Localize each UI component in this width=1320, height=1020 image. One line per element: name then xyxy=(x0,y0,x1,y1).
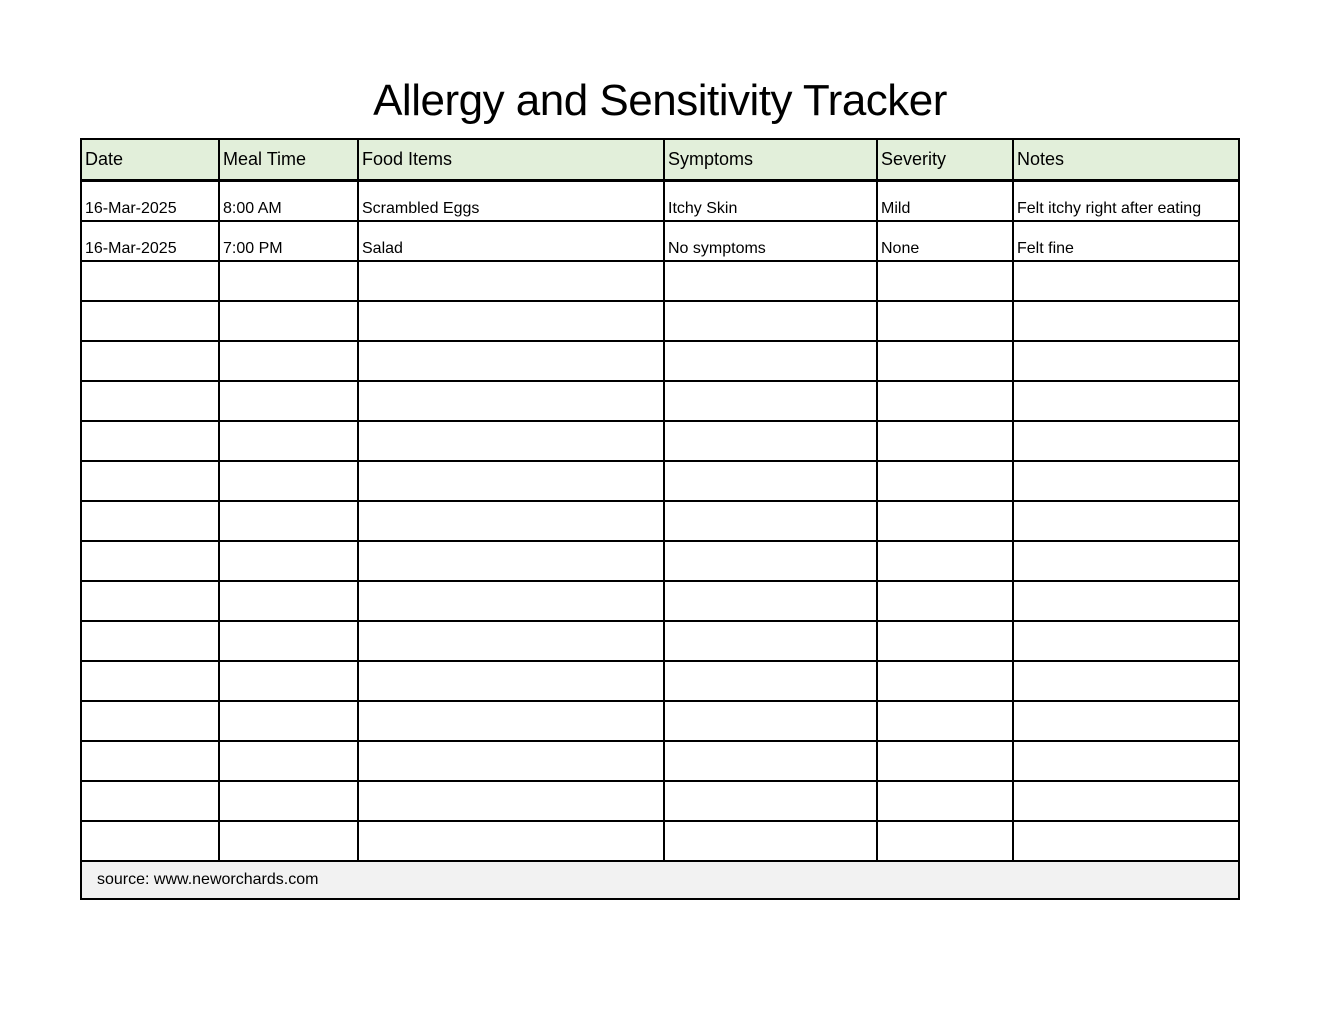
severity-cell[interactable] xyxy=(877,541,1013,581)
meal-time-cell[interactable] xyxy=(219,581,358,621)
date-cell[interactable] xyxy=(81,461,219,501)
symptoms-cell[interactable] xyxy=(664,621,877,661)
food-items-cell[interactable] xyxy=(358,261,664,301)
table-row xyxy=(81,661,1239,701)
symptoms-cell[interactable]: Itchy Skin xyxy=(664,181,877,222)
notes-cell[interactable] xyxy=(1013,461,1239,501)
food-items-cell[interactable] xyxy=(358,381,664,421)
food-items-cell[interactable]: Scrambled Eggs xyxy=(358,181,664,222)
food-items-cell[interactable] xyxy=(358,741,664,781)
food-items-cell[interactable] xyxy=(358,301,664,341)
date-cell[interactable] xyxy=(81,381,219,421)
table-row xyxy=(81,581,1239,621)
table-row xyxy=(81,741,1239,781)
symptoms-cell[interactable]: No symptoms xyxy=(664,221,877,261)
meal-time-cell[interactable] xyxy=(219,621,358,661)
table-row xyxy=(81,181,1239,222)
meal-time-cell[interactable] xyxy=(219,701,358,741)
date-cell[interactable] xyxy=(81,701,219,741)
severity-cell[interactable] xyxy=(877,661,1013,701)
date-cell[interactable] xyxy=(81,261,219,301)
table-body xyxy=(81,181,1239,862)
food-items-cell[interactable] xyxy=(358,661,664,701)
tracker-table xyxy=(80,138,1240,900)
food-items-cell[interactable]: Salad xyxy=(358,221,664,261)
notes-cell[interactable] xyxy=(1013,821,1239,861)
severity-cell[interactable] xyxy=(877,461,1013,501)
severity-cell[interactable] xyxy=(877,621,1013,661)
meal-time-cell[interactable] xyxy=(219,421,358,461)
severity-cell[interactable] xyxy=(877,821,1013,861)
table-row xyxy=(81,301,1239,341)
symptoms-cell[interactable] xyxy=(664,701,877,741)
symptoms-cell[interactable] xyxy=(664,421,877,461)
notes-cell[interactable] xyxy=(1013,421,1239,461)
notes-cell[interactable] xyxy=(1013,701,1239,741)
date-cell[interactable] xyxy=(81,421,219,461)
meal-time-cell[interactable] xyxy=(219,301,358,341)
meal-time-cell[interactable] xyxy=(219,821,358,861)
food-items-cell[interactable] xyxy=(358,581,664,621)
date-cell[interactable] xyxy=(81,781,219,821)
severity-cell[interactable] xyxy=(877,701,1013,741)
table-row xyxy=(81,421,1239,461)
notes-cell[interactable] xyxy=(1013,621,1239,661)
food-items-cell[interactable] xyxy=(358,701,664,741)
symptoms-cell[interactable] xyxy=(664,581,877,621)
date-cell[interactable] xyxy=(81,821,219,861)
notes-cell[interactable] xyxy=(1013,661,1239,701)
severity-cell[interactable] xyxy=(877,341,1013,381)
severity-cell[interactable] xyxy=(877,421,1013,461)
header-row xyxy=(81,139,1239,181)
notes-cell[interactable]: Felt fine xyxy=(1013,221,1239,261)
date-cell[interactable] xyxy=(81,581,219,621)
date-cell[interactable] xyxy=(81,541,219,581)
table-row xyxy=(81,781,1239,821)
table-row xyxy=(81,461,1239,501)
notes-cell[interactable] xyxy=(1013,341,1239,381)
meal-time-cell[interactable] xyxy=(219,741,358,781)
severity-cell[interactable] xyxy=(877,501,1013,541)
symptoms-cell[interactable] xyxy=(664,381,877,421)
column-header-date: Date xyxy=(81,139,219,181)
notes-cell[interactable] xyxy=(1013,261,1239,301)
meal-time-cell[interactable]: 8:00 AM xyxy=(219,181,358,222)
symptoms-cell[interactable] xyxy=(664,781,877,821)
date-cell[interactable] xyxy=(81,501,219,541)
table-row xyxy=(81,261,1239,301)
meal-time-cell[interactable]: 7:00 PM xyxy=(219,221,358,261)
meal-time-cell[interactable] xyxy=(219,261,358,301)
notes-cell[interactable] xyxy=(1013,581,1239,621)
food-items-cell[interactable] xyxy=(358,501,664,541)
table-row xyxy=(81,341,1239,381)
severity-cell[interactable] xyxy=(877,381,1013,421)
meal-time-cell[interactable] xyxy=(219,501,358,541)
symptoms-cell[interactable] xyxy=(664,541,877,581)
severity-cell[interactable] xyxy=(877,301,1013,341)
table-row xyxy=(81,621,1239,661)
column-header-symptoms: Symptoms xyxy=(664,139,877,181)
meal-time-cell[interactable] xyxy=(219,461,358,501)
symptoms-cell[interactable] xyxy=(664,661,877,701)
meal-time-cell[interactable] xyxy=(219,781,358,821)
food-items-cell[interactable] xyxy=(358,341,664,381)
symptoms-cell[interactable] xyxy=(664,341,877,381)
symptoms-cell[interactable] xyxy=(664,461,877,501)
symptoms-cell[interactable] xyxy=(664,741,877,781)
date-cell[interactable] xyxy=(81,341,219,381)
food-items-cell[interactable] xyxy=(358,781,664,821)
severity-cell[interactable] xyxy=(877,581,1013,621)
severity-cell[interactable]: Mild xyxy=(877,181,1013,222)
date-cell[interactable] xyxy=(81,301,219,341)
notes-cell[interactable] xyxy=(1013,381,1239,421)
meal-time-cell[interactable] xyxy=(219,381,358,421)
column-header-severity: Severity xyxy=(877,139,1013,181)
food-items-cell[interactable] xyxy=(358,421,664,461)
date-cell[interactable]: 16-Mar-2025 xyxy=(81,181,219,222)
source-note: source: www.neworchards.com xyxy=(81,861,1239,899)
date-cell[interactable] xyxy=(81,661,219,701)
date-cell[interactable] xyxy=(81,741,219,781)
food-items-cell[interactable] xyxy=(358,461,664,501)
notes-cell[interactable] xyxy=(1013,541,1239,581)
severity-cell[interactable] xyxy=(877,741,1013,781)
symptoms-cell[interactable] xyxy=(664,501,877,541)
column-header-meal-time: Meal Time xyxy=(219,139,358,181)
column-header-food-items: Food Items xyxy=(358,139,664,181)
severity-cell[interactable]: None xyxy=(877,221,1013,261)
notes-cell[interactable] xyxy=(1013,781,1239,821)
meal-time-cell[interactable] xyxy=(219,661,358,701)
food-items-cell[interactable] xyxy=(358,821,664,861)
food-items-cell[interactable] xyxy=(358,541,664,581)
symptoms-cell[interactable] xyxy=(664,261,877,301)
severity-cell[interactable] xyxy=(877,781,1013,821)
footer-row xyxy=(81,861,1239,899)
notes-cell[interactable]: Felt itchy right after eating xyxy=(1013,181,1239,222)
meal-time-cell[interactable] xyxy=(219,541,358,581)
date-cell[interactable]: 16-Mar-2025 xyxy=(81,221,219,261)
symptoms-cell[interactable] xyxy=(664,821,877,861)
food-items-cell[interactable] xyxy=(358,621,664,661)
severity-cell[interactable] xyxy=(877,261,1013,301)
date-cell[interactable] xyxy=(81,621,219,661)
table-row xyxy=(81,541,1239,581)
notes-cell[interactable] xyxy=(1013,301,1239,341)
symptoms-cell[interactable] xyxy=(664,301,877,341)
notes-cell[interactable] xyxy=(1013,741,1239,781)
table-row xyxy=(81,221,1239,261)
table-row xyxy=(81,381,1239,421)
table-row xyxy=(81,821,1239,861)
table-row xyxy=(81,701,1239,741)
table-row xyxy=(81,501,1239,541)
notes-cell[interactable] xyxy=(1013,501,1239,541)
meal-time-cell[interactable] xyxy=(219,341,358,381)
column-header-notes: Notes xyxy=(1013,139,1239,181)
page-title: Allergy and Sensitivity Tracker xyxy=(373,76,947,125)
